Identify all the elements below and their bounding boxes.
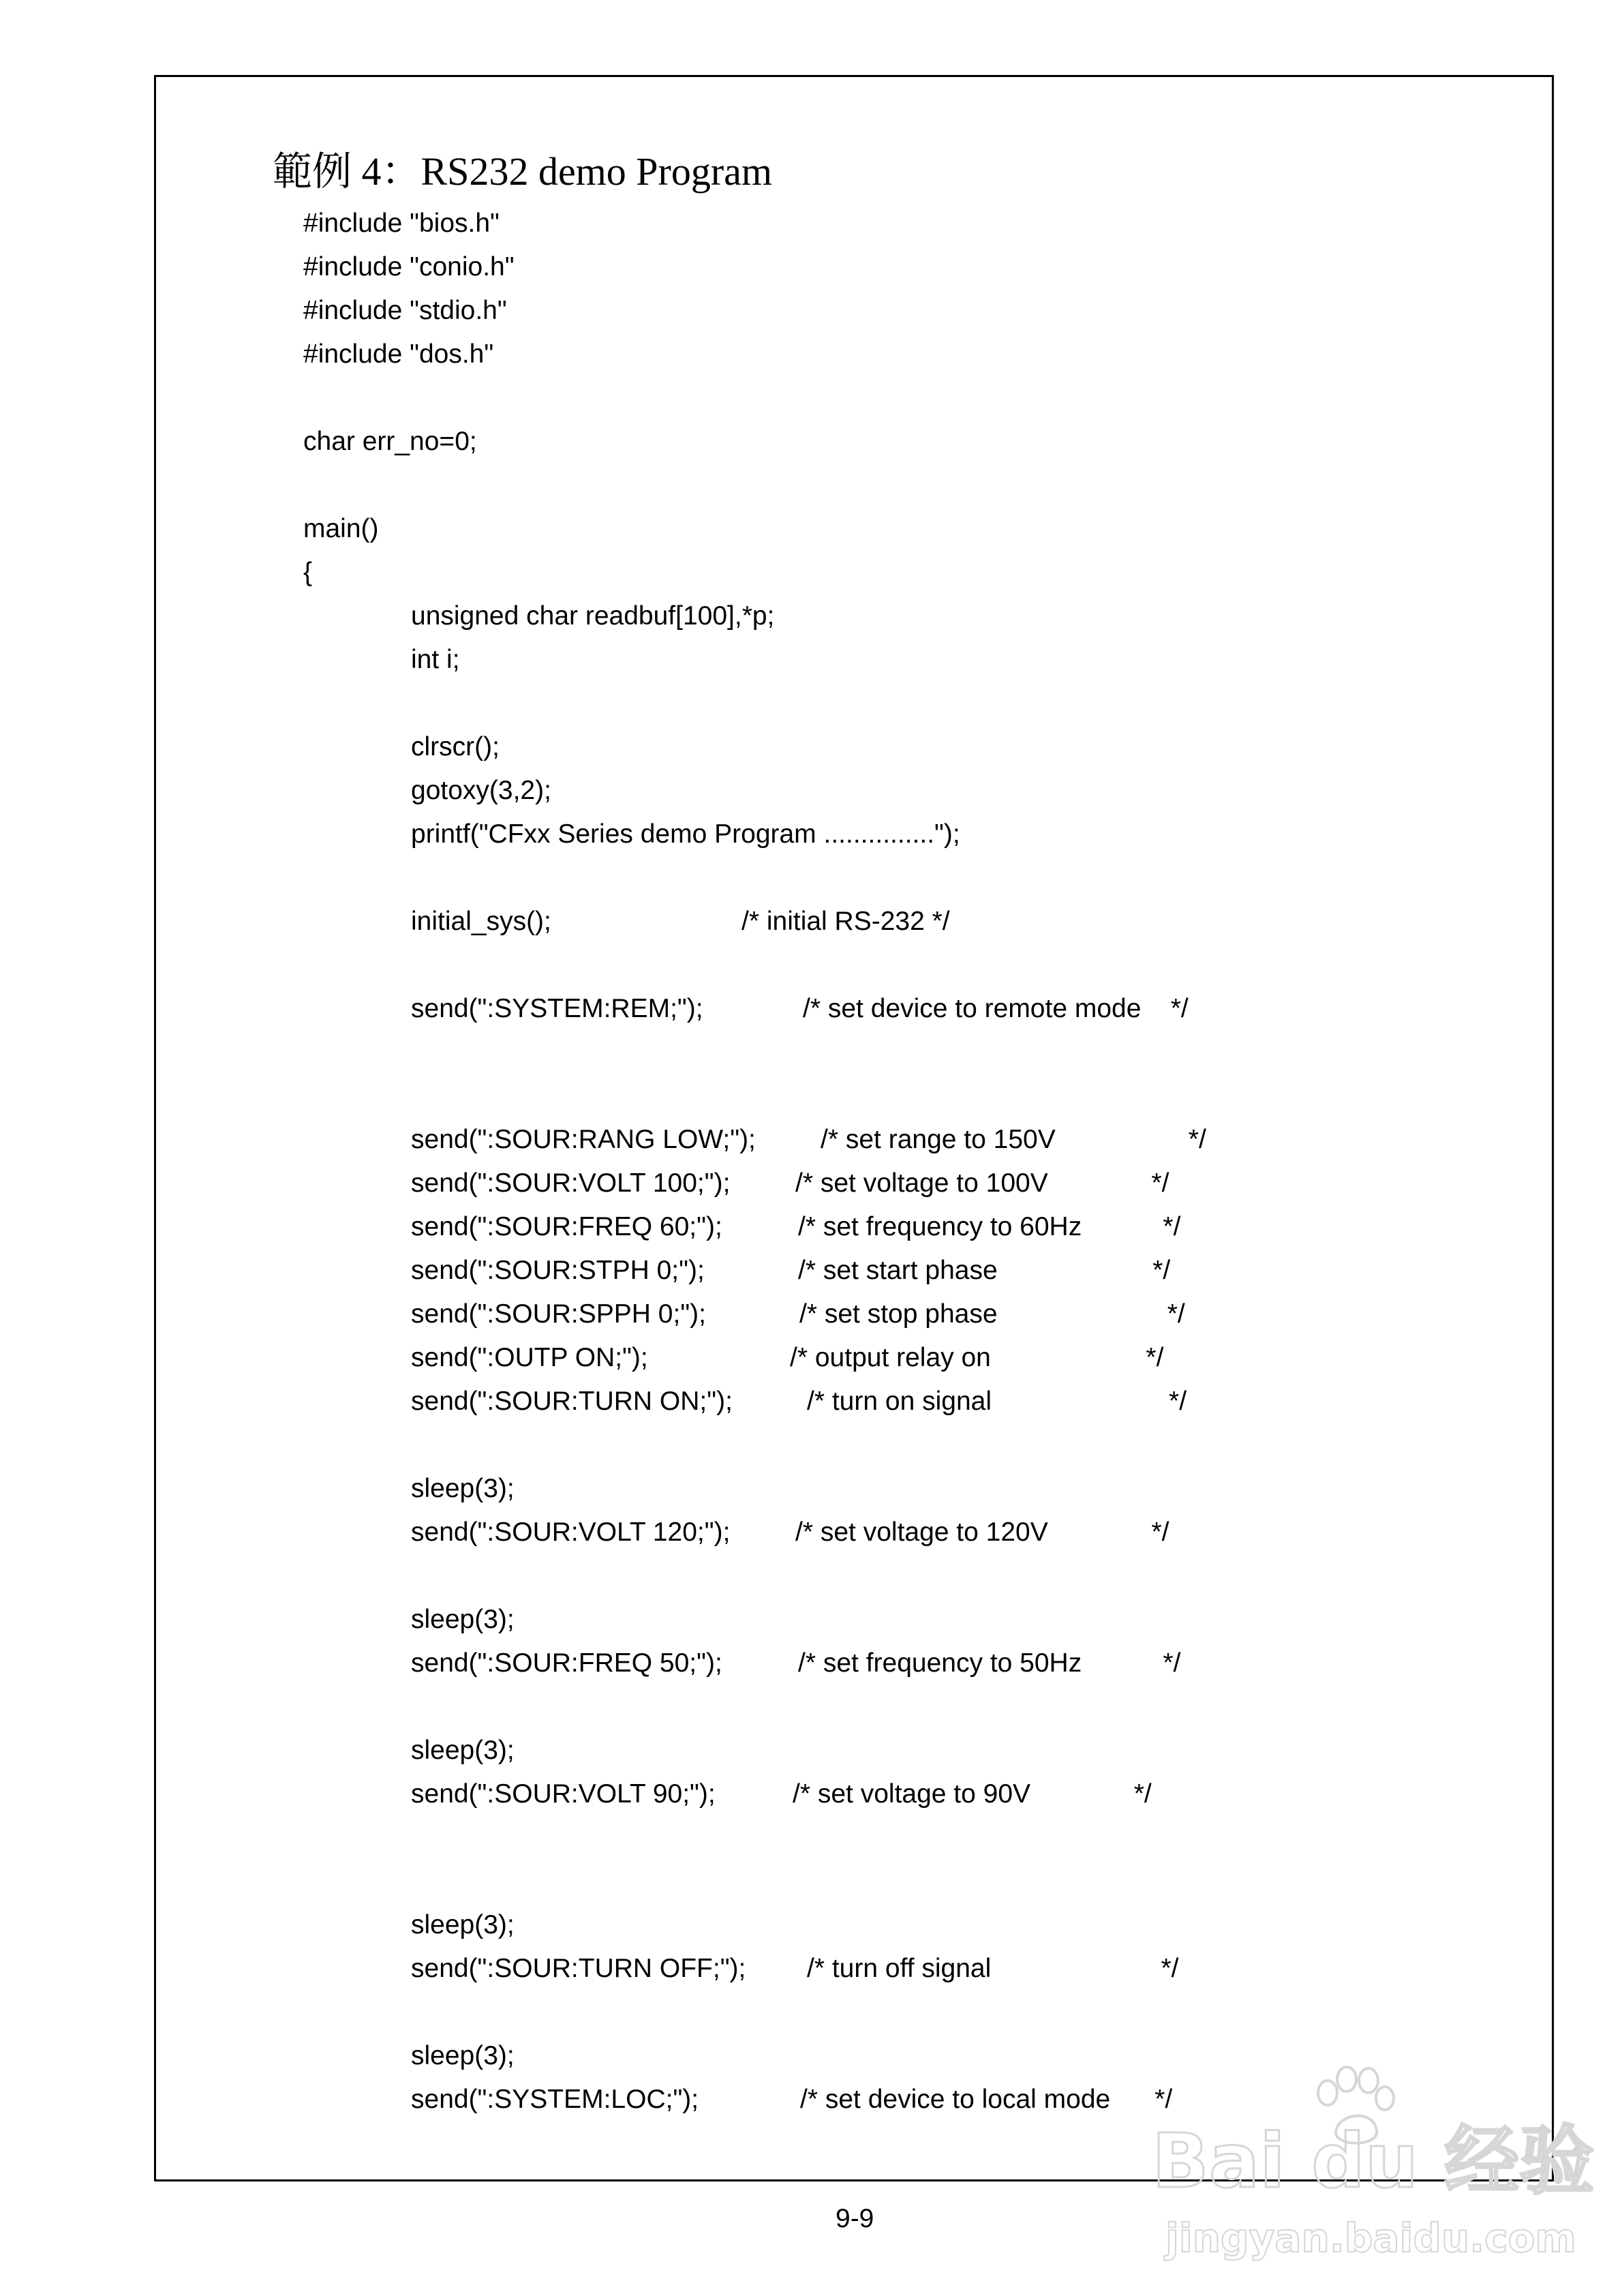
code-line: send(":OUTP ON;"); [411,1343,648,1372]
code-line: send(":SYSTEM:LOC;"); [411,2085,699,2114]
code-comment: /* turn off signal */ [807,1954,1179,1983]
code-line: send(":SOUR:FREQ 60;"); [411,1212,722,1241]
code-line: initial_sys(); [411,907,551,936]
code-line: send(":SOUR:VOLT 120;"); [411,1517,731,1547]
baidu-jingyan-watermark [1152,2066,1595,2270]
code-line: #include "conio.h" [303,252,515,282]
code-line: sleep(3); [411,2041,515,2070]
code-comment: /* set device to local mode */ [800,2085,1173,2114]
code-line: send(":SOUR:STPH 0;"); [411,1256,705,1285]
code-line: send(":SOUR:VOLT 100;"); [411,1168,731,1198]
code-comment: /* output relay on */ [790,1343,1164,1372]
watermark-brand: Bai du 经验 [1152,2117,1595,2205]
code-comment: /* set voltage to 90V */ [793,1779,1152,1809]
code-line: send(":SOUR:VOLT 90;"); [411,1779,716,1809]
code-line: char err_no=0; [303,427,477,456]
code-line: send(":SOUR:SPPH 0;"); [411,1299,706,1329]
code-comment: /* set voltage to 100V */ [795,1168,1169,1198]
code-comment: /* set voltage to 120V */ [795,1517,1169,1547]
code-line: clrscr(); [411,732,500,761]
code-line: #include "dos.h" [303,339,494,369]
code-line: send(":SOUR:FREQ 50;"); [411,1648,722,1678]
code-comment: /* set frequency to 50Hz */ [798,1648,1181,1678]
code-line: send(":SYSTEM:REM;"); [411,994,703,1023]
code-line: { [303,558,313,587]
code-line: sleep(3); [411,1474,515,1503]
code-line: #include "bios.h" [303,209,500,238]
code-line: main() [303,514,379,543]
code-line: unsigned char readbuf[100],*p; [411,601,775,631]
code-comment: /* turn on signal */ [807,1387,1187,1416]
code-comment: /* set device to remote mode */ [803,994,1189,1023]
watermark-url: jingyan.baidu.com [1165,2215,1576,2261]
code-comment: /* set frequency to 60Hz */ [798,1212,1181,1241]
code-line: sleep(3); [411,1605,515,1634]
code-line: printf("CFxx Series demo Program ..............."); [411,819,960,849]
code-line: send(":SOUR:TURN ON;"); [411,1387,733,1416]
code-comment: /* initial RS-232 */ [741,907,950,936]
code-comment: /* set range to 150V */ [821,1125,1206,1154]
code-line: gotoxy(3,2); [411,776,551,805]
code-line: int i; [411,645,460,674]
code-line: send(":SOUR:RANG LOW;"); [411,1125,756,1154]
page-title: 範例 4：RS232 demo Program [273,149,773,194]
code-comment: /* set start phase */ [798,1256,1171,1285]
code-line: #include "stdio.h" [303,296,507,325]
page-number: 9-9 [836,2204,874,2233]
code-comment: /* set stop phase */ [799,1299,1185,1329]
code-line: sleep(3); [411,1910,515,1939]
code-line: sleep(3); [411,1736,515,1765]
code-line: send(":SOUR:TURN OFF;"); [411,1954,746,1983]
